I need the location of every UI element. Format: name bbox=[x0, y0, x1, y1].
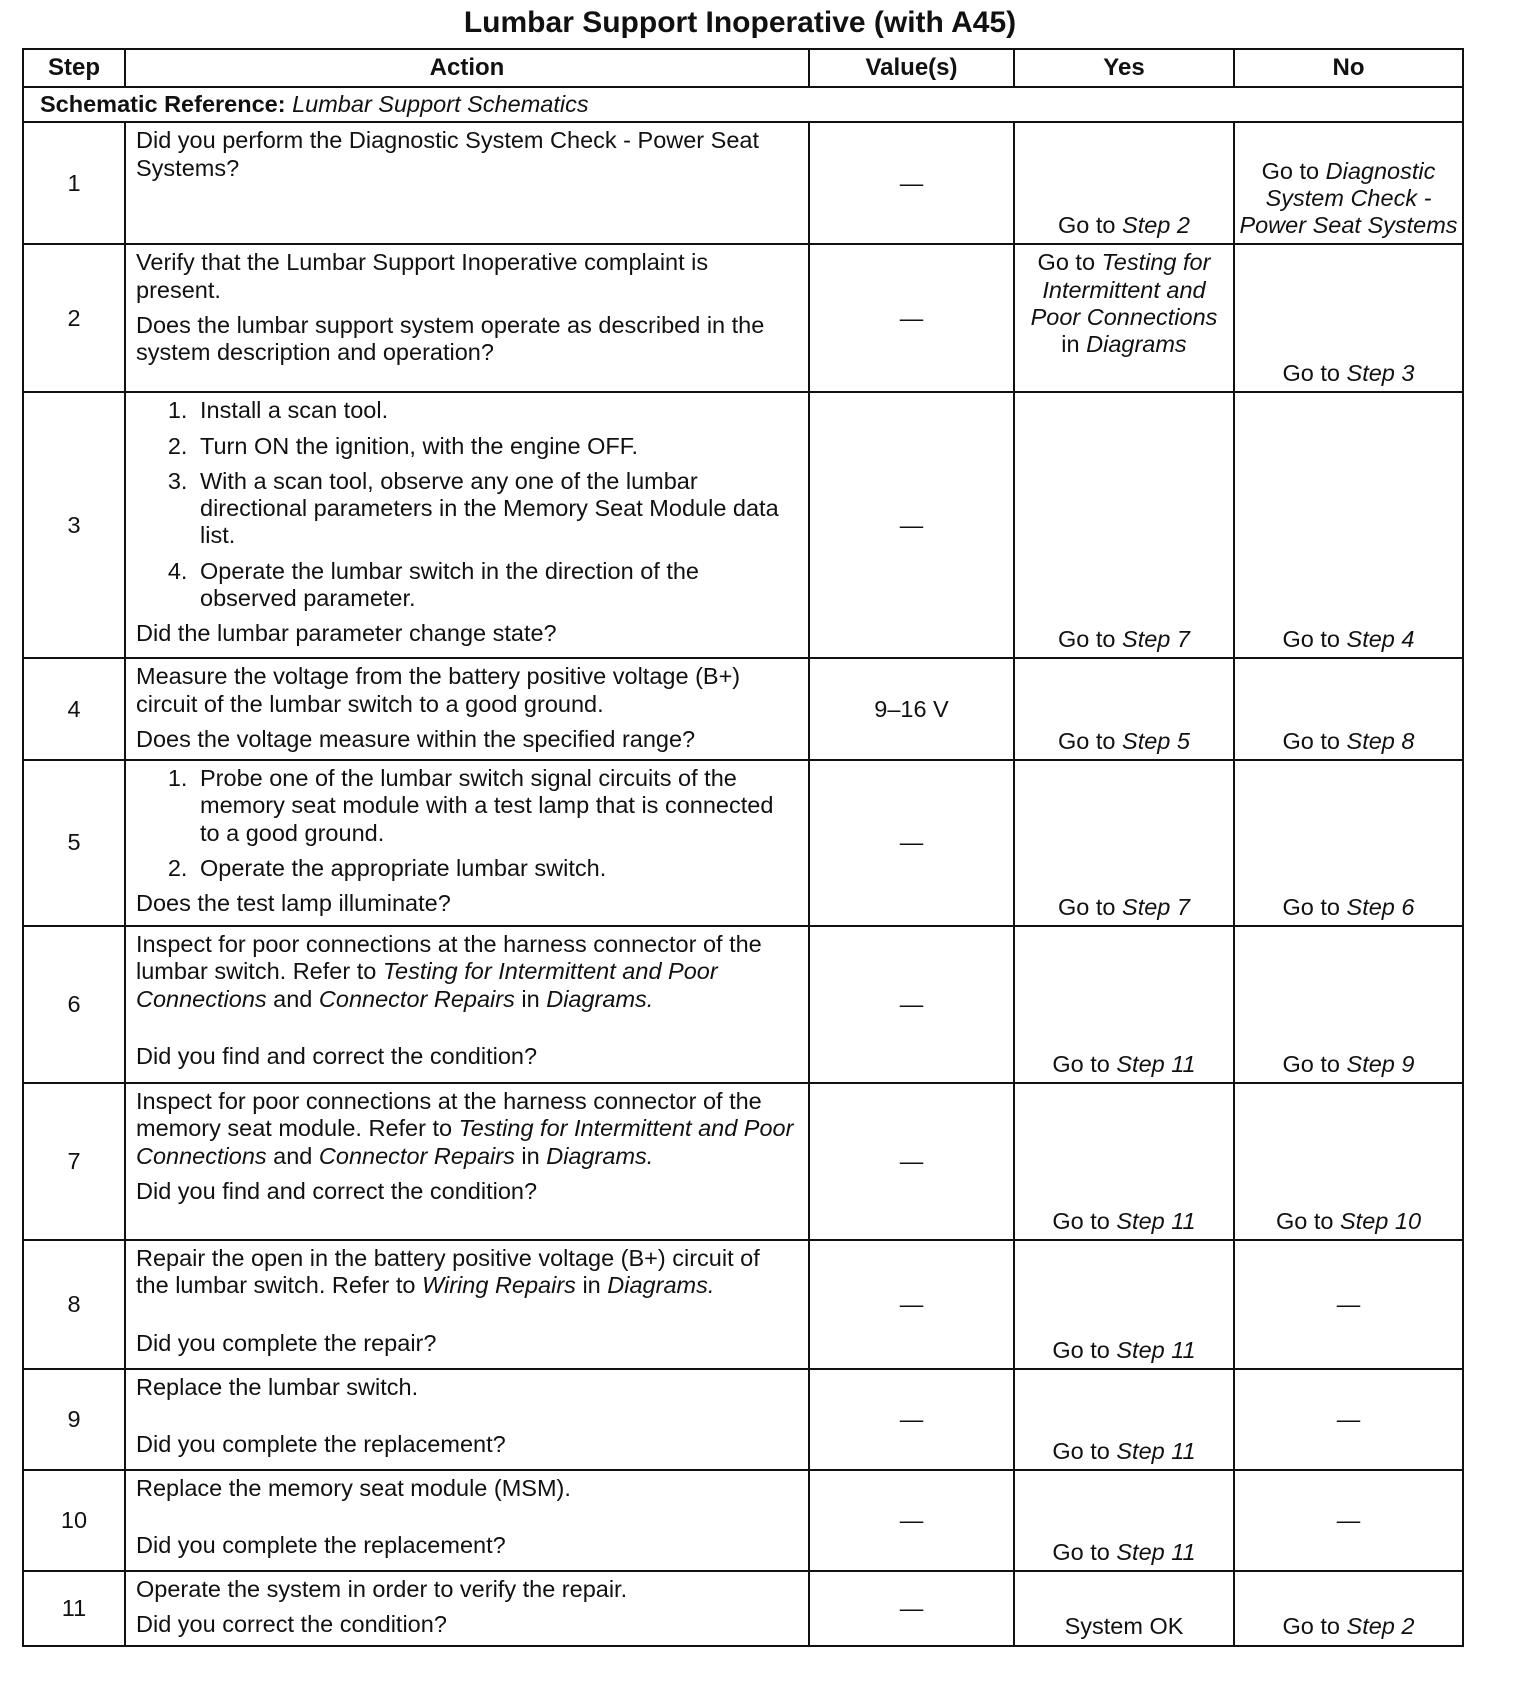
goto-link[interactable]: Step 11 bbox=[1116, 1538, 1196, 1565]
action-cell bbox=[125, 1571, 809, 1646]
no-cell: — bbox=[1234, 1470, 1463, 1571]
yes-cell bbox=[1014, 1470, 1234, 1571]
goto-prefix: Go to bbox=[1052, 1437, 1117, 1464]
no-cell: — bbox=[1234, 1240, 1463, 1369]
action-question: Did you complete the repair? bbox=[136, 1329, 437, 1356]
action-instruction bbox=[136, 931, 798, 1013]
step-number: 9 bbox=[23, 1369, 125, 1470]
no-cell: — bbox=[1234, 1369, 1463, 1470]
action-text: in bbox=[514, 1142, 547, 1169]
action-step: 1. Install a scan tool. bbox=[194, 397, 798, 424]
action-instruction: Replace the lumbar switch. bbox=[136, 1374, 419, 1400]
action-question: Did you find and correct the condition? bbox=[136, 1042, 538, 1069]
reference-link[interactable]: Testing for Intermittent and Poor Connections bbox=[136, 1115, 794, 1169]
yes-cell bbox=[1014, 1240, 1234, 1369]
yes-cell bbox=[1014, 1083, 1234, 1240]
value-cell: — bbox=[809, 122, 1014, 244]
step-number: 11 bbox=[23, 1571, 125, 1646]
goto-link[interactable]: Step 5 bbox=[1122, 727, 1190, 754]
goto-link[interactable]: Step 7 bbox=[1122, 893, 1190, 920]
step-number: 10 bbox=[23, 1470, 125, 1571]
step-number: 5 bbox=[23, 760, 125, 926]
value-cell: — bbox=[809, 1083, 1014, 1240]
action-question: Did you correct the condition? bbox=[136, 1611, 447, 1638]
yes-cell bbox=[1014, 926, 1234, 1083]
no-cell bbox=[1234, 392, 1463, 658]
reference-link[interactable]: Connector Repairs bbox=[318, 1142, 515, 1169]
action-question: Does the voltage measure within the specified range? bbox=[136, 725, 696, 752]
action-step: 2. Turn ON the ignition, with the engine OFF. bbox=[194, 433, 798, 460]
table-row bbox=[23, 760, 1463, 926]
goto-prefix: Go to bbox=[1052, 1538, 1117, 1565]
goto-prefix: Go to bbox=[1052, 1207, 1117, 1234]
no-cell bbox=[1234, 1083, 1463, 1240]
goto-link[interactable]: Step 2 bbox=[1122, 212, 1190, 238]
action-instruction bbox=[136, 1245, 798, 1300]
page-title: Lumbar Support Inoperative (with A45) bbox=[463, 6, 1017, 39]
action-cell bbox=[125, 392, 809, 658]
action-text: in bbox=[514, 985, 547, 1012]
action-text: Inspect for poor connections at the harness connector of the memory seat module. Refer to bbox=[136, 1088, 762, 1142]
goto-link[interactable]: Step 10 bbox=[1340, 1207, 1422, 1234]
goto-prefix: Go to bbox=[1282, 1613, 1347, 1640]
table-row bbox=[23, 658, 1463, 760]
action-question: Does the test lamp illuminate? bbox=[136, 890, 451, 916]
schematic-reference-link[interactable]: Lumbar Support Schematics bbox=[292, 91, 589, 117]
goto-link[interactable]: Testing for Intermittent and Poor Connections bbox=[1030, 249, 1218, 330]
no-cell bbox=[1234, 122, 1463, 244]
action-step: 1. Probe one of the lumbar switch signal circuits of the memory seat module with a test lamp that is connected to a good ground. bbox=[194, 765, 798, 847]
value-cell: — bbox=[809, 1369, 1014, 1470]
header-step: Step bbox=[23, 49, 125, 87]
header-no: No bbox=[1234, 49, 1463, 87]
yes-cell bbox=[1014, 1369, 1234, 1470]
schematic-reference bbox=[23, 87, 1463, 122]
goto-link[interactable]: Step 7 bbox=[1122, 626, 1190, 652]
action-cell bbox=[125, 244, 809, 392]
action-steps bbox=[136, 397, 798, 612]
action-text: Repair the open in the battery positive voltage (B+) circuit of the lumbar switch. Refer to bbox=[136, 1245, 760, 1299]
action-instruction: Replace the memory seat module (MSM). bbox=[136, 1475, 571, 1501]
value-cell: — bbox=[809, 1571, 1014, 1646]
header-yes: Yes bbox=[1014, 49, 1234, 87]
step-number: 4 bbox=[23, 658, 125, 760]
action-cell bbox=[125, 1240, 809, 1369]
header-action: Action bbox=[125, 49, 809, 87]
action-text: Inspect for poor connections at the harness connector of the lumbar switch. Refer to bbox=[136, 931, 762, 985]
action-steps bbox=[136, 765, 798, 882]
action-cell bbox=[125, 1369, 809, 1470]
step-number: 7 bbox=[23, 1083, 125, 1240]
action-text: and bbox=[266, 985, 319, 1012]
action-step: 2. Operate the appropriate lumbar switch. bbox=[194, 855, 798, 882]
action-cell bbox=[125, 926, 809, 1083]
value-cell: — bbox=[809, 760, 1014, 926]
step-number: 6 bbox=[23, 926, 125, 1083]
action-question: Did you find and correct the condition? bbox=[136, 1177, 538, 1204]
step-number: 1 bbox=[23, 122, 125, 244]
action-question: Did you perform the Diagnostic System Check - Power Seat Systems? bbox=[136, 127, 760, 181]
no-cell bbox=[1234, 1571, 1463, 1646]
value-cell: — bbox=[809, 1240, 1014, 1369]
schematic-reference-label: Schematic Reference: bbox=[40, 91, 286, 117]
table-row bbox=[23, 1369, 1463, 1470]
yes-cell bbox=[1014, 244, 1234, 392]
goto-prefix: Go to bbox=[1261, 157, 1326, 184]
no-cell bbox=[1234, 658, 1463, 760]
action-instruction: Verify that the Lumbar Support Inoperative complaint is present. bbox=[136, 249, 709, 303]
goto-prefix: Go to bbox=[1282, 893, 1347, 920]
schematic-reference-row bbox=[23, 87, 1463, 122]
goto-prefix: Go to bbox=[1058, 893, 1123, 920]
table-row bbox=[23, 1571, 1463, 1646]
goto-link[interactable]: Step 11 bbox=[1116, 1207, 1196, 1234]
goto-link[interactable]: Step 8 bbox=[1346, 727, 1415, 754]
yes-cell bbox=[1014, 122, 1234, 244]
table-row bbox=[23, 1083, 1463, 1240]
reference-link[interactable]: Connector Repairs bbox=[318, 985, 515, 1012]
goto-prefix: Go to bbox=[1282, 626, 1347, 652]
action-cell bbox=[125, 760, 809, 926]
action-step: 3. With a scan tool, observe any one of the lumbar directional parameters in the Memory Seat Module data list. bbox=[194, 468, 798, 550]
goto-link[interactable]: Step 11 bbox=[1116, 1050, 1196, 1077]
table-header-row bbox=[23, 49, 1463, 87]
action-text: and bbox=[266, 1142, 319, 1169]
action-instruction: Operate the system in order to verify the repair. bbox=[136, 1576, 628, 1602]
action-step: 4. Operate the lumbar switch in the direction of the observed parameter. bbox=[194, 558, 798, 613]
goto-prefix: Go to bbox=[1058, 727, 1123, 754]
reference-link[interactable]: Diagrams. bbox=[546, 1142, 654, 1169]
goto-prefix: Go to bbox=[1052, 1336, 1117, 1363]
goto-link[interactable]: Step 9 bbox=[1346, 1050, 1415, 1077]
action-cell bbox=[125, 1470, 809, 1571]
goto-link[interactable]: Step 2 bbox=[1346, 1613, 1415, 1640]
step-number: 2 bbox=[23, 244, 125, 392]
goto-prefix: Go to bbox=[1282, 727, 1347, 754]
action-cell bbox=[125, 1083, 809, 1240]
diagnostic-table bbox=[22, 48, 1464, 1647]
value-cell: — bbox=[809, 1470, 1014, 1571]
no-cell bbox=[1234, 244, 1463, 392]
goto-link[interactable]: Step 4 bbox=[1346, 626, 1415, 652]
step-number: 8 bbox=[23, 1240, 125, 1369]
yes-cell bbox=[1014, 760, 1234, 926]
reference-link[interactable]: Diagrams. bbox=[607, 1272, 715, 1299]
table-row bbox=[23, 122, 1463, 244]
value-cell: — bbox=[809, 392, 1014, 658]
goto-prefix: Go to bbox=[1058, 626, 1123, 652]
action-cell bbox=[125, 658, 809, 760]
action-instruction bbox=[136, 1088, 798, 1170]
action-question: Did you complete the replacement? bbox=[136, 1532, 506, 1559]
yes-cell bbox=[1014, 658, 1234, 760]
goto-link[interactable]: Step 11 bbox=[1116, 1437, 1196, 1464]
goto-link[interactable]: Diagnostic System Check - Power Seat Systems bbox=[1239, 157, 1458, 238]
goto-link[interactable]: Step 6 bbox=[1346, 893, 1415, 920]
yes-cell bbox=[1014, 392, 1234, 658]
action-question: Did the lumbar parameter change state? bbox=[136, 620, 557, 646]
value-cell: 9–16 V bbox=[809, 658, 1014, 760]
goto-mid: in bbox=[1061, 331, 1087, 357]
action-instruction: Measure the voltage from the battery positive voltage (B+) circuit of the lumbar switch to a good ground. bbox=[136, 663, 741, 717]
action-cell bbox=[125, 122, 809, 244]
action-text: in bbox=[575, 1272, 608, 1299]
goto-prefix: Go to bbox=[1275, 1207, 1340, 1234]
no-cell bbox=[1234, 760, 1463, 926]
table-row bbox=[23, 244, 1463, 392]
goto-prefix: Go to bbox=[1282, 1050, 1347, 1077]
goto-link[interactable]: Diagrams bbox=[1086, 331, 1187, 357]
goto-prefix: Go to bbox=[1058, 212, 1123, 238]
table-row bbox=[23, 392, 1463, 658]
goto-link[interactable]: Step 3 bbox=[1346, 360, 1415, 386]
table-row bbox=[23, 1470, 1463, 1571]
reference-link[interactable]: Wiring Repairs bbox=[422, 1272, 576, 1299]
reference-link[interactable]: Testing for Intermittent and Poor Connections bbox=[136, 958, 718, 1012]
step-number: 3 bbox=[23, 392, 125, 658]
goto-prefix: Go to bbox=[1052, 1050, 1117, 1077]
action-question: Does the lumbar support system operate as described in the system description and operation? bbox=[136, 311, 765, 365]
reference-link[interactable]: Diagrams. bbox=[546, 985, 654, 1012]
goto-prefix: Go to bbox=[1282, 360, 1347, 386]
goto-link[interactable]: Step 11 bbox=[1116, 1336, 1196, 1363]
header-values: Value(s) bbox=[809, 49, 1014, 87]
action-question: Did you complete the replacement? bbox=[136, 1431, 506, 1458]
goto-prefix: Go to bbox=[1037, 249, 1102, 276]
value-cell: — bbox=[809, 926, 1014, 1083]
value-cell: — bbox=[809, 244, 1014, 392]
no-cell bbox=[1234, 926, 1463, 1083]
yes-cell: System OK bbox=[1014, 1571, 1234, 1646]
table-row bbox=[23, 1240, 1463, 1369]
table-row bbox=[23, 926, 1463, 1083]
